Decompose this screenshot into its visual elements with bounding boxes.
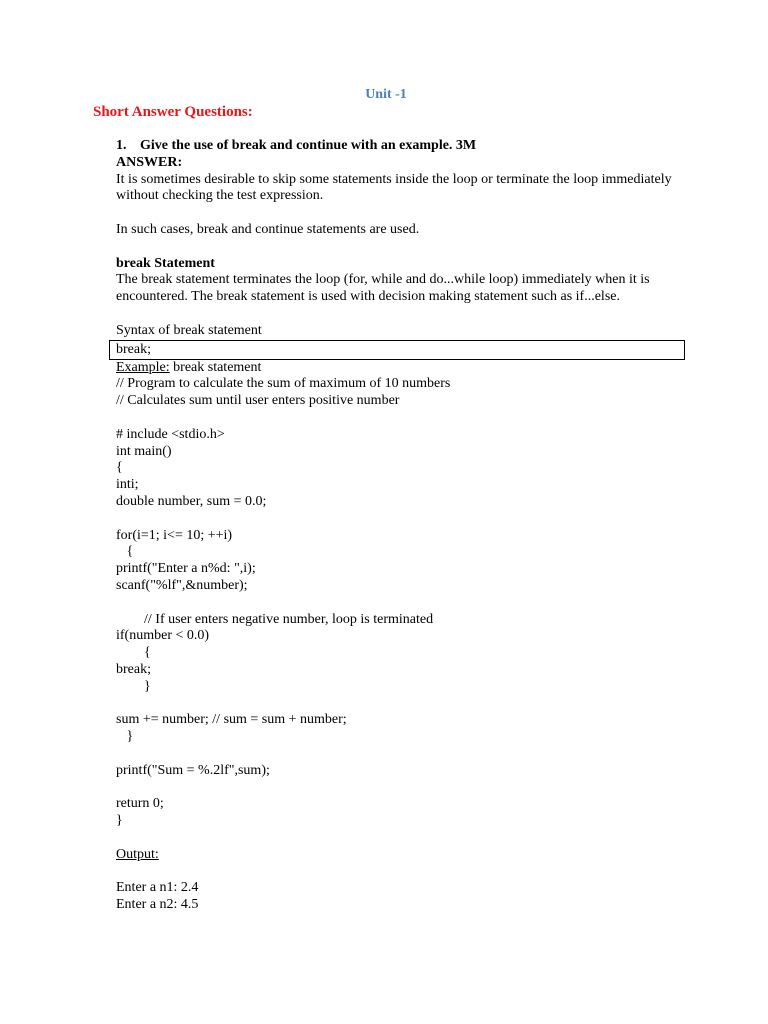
answer-label: ANSWER: [116, 154, 183, 170]
code-line: { [116, 544, 134, 560]
code-line: int main() [116, 443, 172, 459]
code-line: double number, sum = 0.0; [116, 493, 267, 509]
code-line: # include <stdio.h> [116, 426, 225, 442]
example-label: Example: [116, 359, 170, 375]
code-line: { [116, 460, 123, 476]
code-line: printf("Enter a n%d: ",i); [116, 561, 256, 577]
code-line: } [116, 678, 151, 694]
code-line: if(number < 0.0) [116, 628, 210, 644]
intro-paragraph: It is sometimes desirable to skip some statements inside the loop or terminate the loop immediately without checking the test expression. [116, 171, 672, 204]
code-line: } [116, 813, 123, 829]
example-line [116, 360, 686, 377]
example-rest: break statement [169, 359, 262, 375]
code-comment-2: // Calculates sum until user enters positive number [116, 393, 400, 409]
question-number: 1. [116, 138, 127, 153]
code-line: { [116, 645, 151, 661]
question-text: Give the use of break and continue with an example. 3M [140, 138, 477, 153]
code-line: inti; [116, 477, 139, 493]
code-line: sum += number; // sum = sum + number; [116, 712, 347, 728]
syntax-label: Syntax of break statement [116, 322, 262, 338]
unit-title: Unit -1 [365, 87, 407, 102]
syntax-code-box: break; [109, 340, 685, 360]
section-title: Short Answer Questions: [93, 104, 253, 120]
code-line: scanf("%lf",&number); [116, 577, 248, 593]
output-label: Output: [116, 846, 159, 862]
code-line: printf("Sum = %.2lf",sum); [116, 762, 270, 778]
code-line: return 0; [116, 796, 164, 812]
code-line: for(i=1; i<= 10; ++i) [116, 527, 233, 543]
question-heading [116, 138, 686, 155]
output-line: Enter a n2: 4.5 [116, 897, 199, 913]
intro-line-2: In such cases, break and continue statements are used. [116, 221, 420, 237]
code-line: break; [116, 661, 151, 677]
output-line: Enter a n1: 2.4 [116, 880, 199, 896]
break-heading: break Statement [116, 255, 215, 271]
content-body [116, 138, 686, 914]
break-paragraph: The break statement terminates the loop (for, while and do...while loop) immediately when it is encountered. The break statement is used with decision making statement such as if...else. [116, 272, 650, 305]
code-line: } [116, 729, 134, 745]
code-line: // If user enters negative number, loop is terminated [116, 611, 434, 627]
code-comment-1: // Program to calculate the sum of maximum of 10 numbers [116, 376, 451, 392]
